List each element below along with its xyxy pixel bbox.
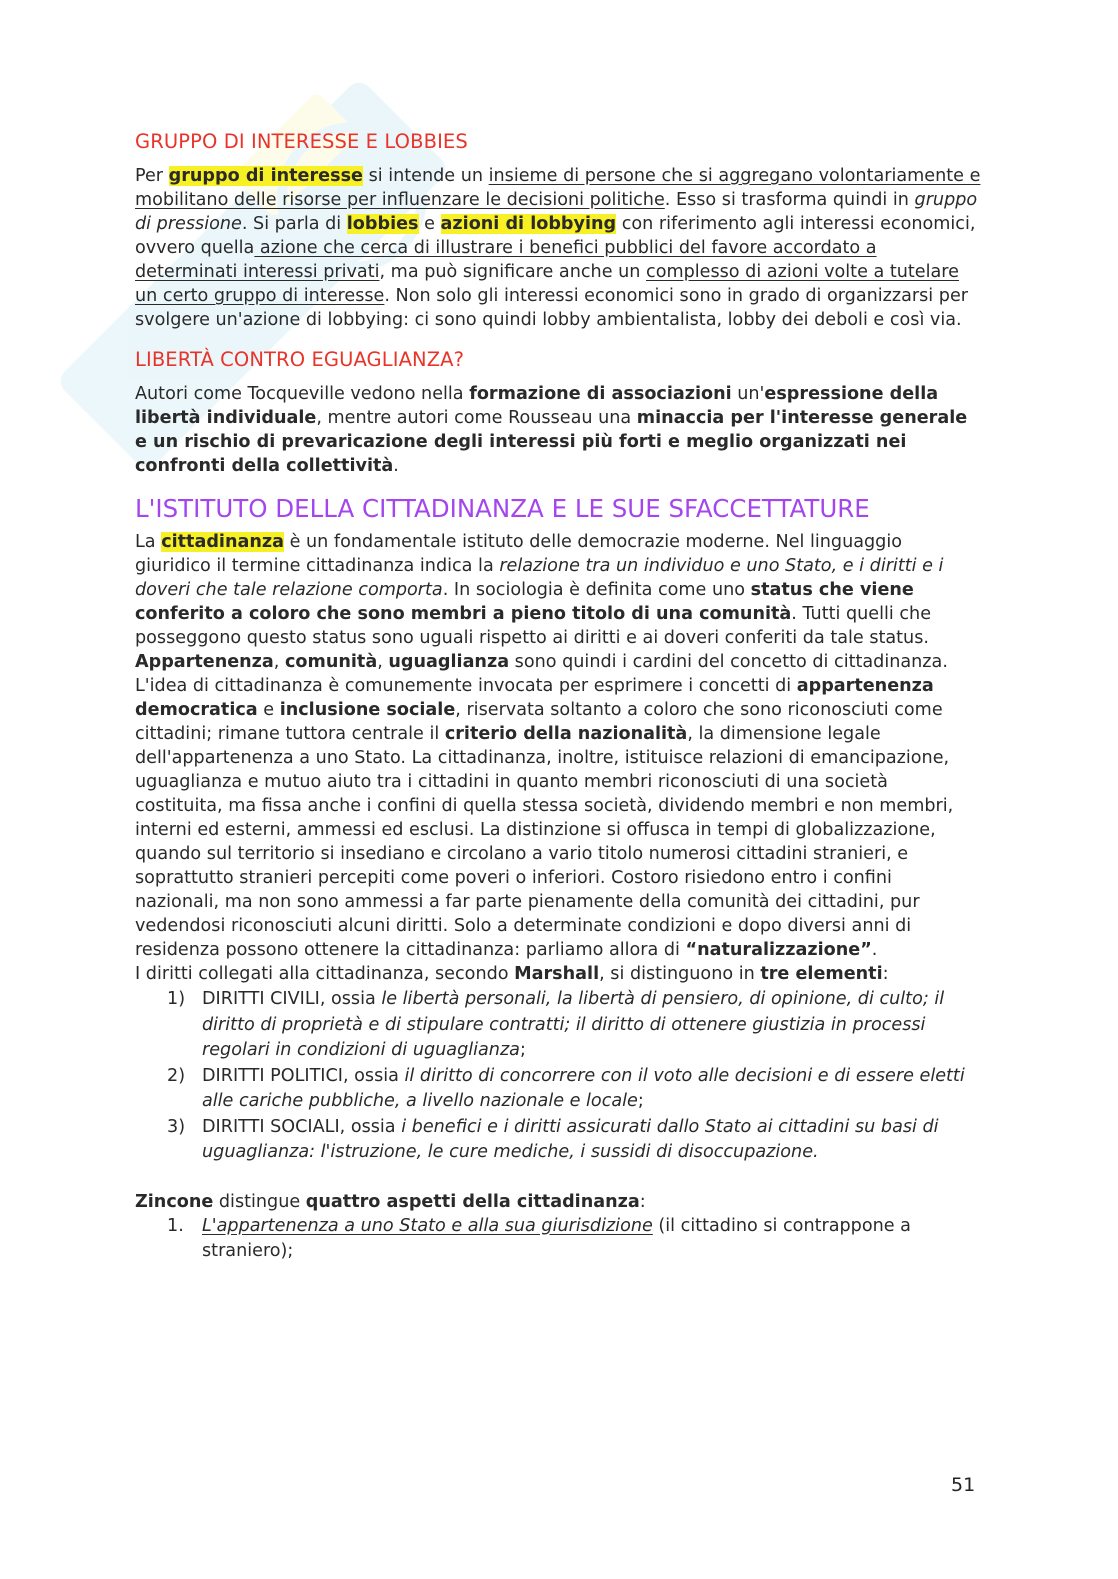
list-number: 1): [167, 989, 186, 1009]
paragraph-marshall: [135, 962, 981, 986]
list-number: 2): [167, 1065, 186, 1086]
bold-term: Zincone: [135, 1191, 214, 1212]
text: .: [871, 940, 878, 960]
paragraph-interest-groups: [135, 164, 981, 332]
text: , riservata soltanto a coloro che sono riconosciuti come cittadini; rimane tuttora centrale il: [135, 700, 943, 744]
list-item: [135, 987, 981, 1064]
text: La: [135, 532, 162, 552]
text: ;: [519, 1040, 526, 1060]
list-item: [135, 1214, 981, 1265]
list-item: [135, 1115, 981, 1166]
italic-term: relazione tra un individuo e uno Stato, e i diritti e i doveri che tale relazione comporta: [135, 556, 944, 600]
bold-term: quattro aspetti della cittadinanza: [305, 1191, 640, 1212]
paragraph-liberty: [135, 382, 981, 478]
right-description: le libertà personali, la libertà di pensiero, di opinione, di culto; il diritto di proprietà e di stipulare contratti; il diritto di ottenere giustizia in processi regolari in condizioni di uguaglianza: [202, 989, 945, 1060]
text: , ossia: [342, 1065, 405, 1086]
right-description: il diritto di concorrere con il voto alle decisioni e di essere eletti alle cariche pubbliche, a livello nazionale e locale: [202, 1065, 965, 1111]
bold-term: uguaglianza: [388, 652, 510, 672]
text: . Non solo gli interessi economici sono in grado di organizzarsi per svolgere un'azione di lobbying: ci sono quindi lobby ambientalista, lobby dei deboli e così via.: [135, 286, 969, 330]
text: . Si parla di: [241, 214, 347, 234]
text: sono quindi i cardini del concetto di cittadinanza.: [509, 652, 948, 672]
text: . Tutti quelli che posseggono questo status sono uguali rispetto ai diritti e ai doveri conferiti da tale status.: [135, 604, 932, 648]
paragraph-citizenship-definition: [135, 530, 981, 650]
text: distingue: [213, 1191, 306, 1212]
list-number: 1.: [167, 1215, 184, 1236]
bold-term: tre elementi: [760, 964, 883, 984]
right-description: i benefici e i diritti assicurati dallo Stato ai cittadini su basi di uguaglianza: l'istruzione, le cure mediche, i sussidi di disoccupazione.: [202, 1116, 939, 1162]
text: (il cittadino si contrappone a straniero);: [202, 1215, 911, 1261]
text: un': [731, 384, 765, 404]
paragraph-citizenship-idea: [135, 674, 981, 962]
bold-term: appartenenza democratica: [135, 676, 934, 720]
right-name: DIRITTI POLITICI: [202, 1065, 343, 1086]
text: e: [257, 700, 280, 720]
text: , ossia: [319, 989, 382, 1009]
page-number: 51: [951, 1474, 976, 1496]
text: :: [882, 964, 889, 984]
underlined-text: complesso di azioni volte a tutelare un certo gruppo di interesse: [135, 262, 959, 306]
highlight-term: gruppo di interesse: [168, 166, 363, 186]
section-title-interest-groups: GRUPPO DI INTERESSE E LOBBIES: [135, 130, 468, 153]
text: e: [418, 214, 441, 234]
bold-term: “naturalizzazione”: [685, 940, 872, 960]
list-number: 3): [167, 1116, 186, 1137]
text: , mentre autori come Rousseau una: [316, 408, 637, 428]
italic-term: gruppo di pressione: [135, 190, 978, 234]
bold-term: espressione della libertà individuale: [135, 384, 939, 428]
bold-term: minaccia per l'interesse generale e un rischio di prevaricazione degli interessi più forti e meglio organizzati nei confronti della collettività: [135, 408, 968, 476]
underlined-italic-text: L'appartenenza a uno Stato e alla sua giurisdizione: [202, 1215, 653, 1236]
highlight-term: cittadinanza: [161, 532, 285, 552]
section-title-citizenship: L'ISTITUTO DELLA CITTADINANZA E LE SUE SFACCETTATURE: [135, 494, 870, 523]
bold-term: Appartenenza: [135, 652, 274, 672]
text: :: [639, 1191, 646, 1212]
text: .: [393, 456, 399, 476]
text: ;: [637, 1091, 644, 1111]
bold-term: status che viene conferito a coloro che sono membri a pieno titolo di una comunità: [135, 580, 914, 624]
text: . Esso si trasforma quindi in: [664, 190, 915, 210]
paragraph-citizenship-pillars: [135, 650, 981, 674]
text: Autori come Tocqueville vedono nella: [135, 384, 470, 404]
bold-term: comunità: [284, 652, 378, 672]
text: con riferimento agli interessi economici, ovvero quella: [135, 214, 976, 258]
bold-term: Marshall: [514, 964, 600, 984]
text: I diritti collegati alla cittadinanza, secondo: [135, 964, 515, 984]
text: , ossia: [339, 1116, 402, 1137]
highlight-term: lobbies: [346, 214, 419, 234]
underlined-text: insieme di persone che si aggregano volontariamente e mobilitano delle risorse per influenzare le decisioni politiche: [135, 166, 981, 210]
highlight-term: azioni di lobbying: [440, 214, 617, 234]
text: si intende un: [362, 166, 489, 186]
text: . In sociologia è definita come uno: [442, 580, 751, 600]
text: , ma può significare anche un: [379, 262, 647, 282]
paragraph-zincone: [135, 1190, 981, 1214]
text: ,: [377, 652, 389, 672]
text: , si distinguono in: [599, 964, 761, 984]
underlined-text: azione che cerca di illustrare i benefici pubblici del favore accordato a determinati interessi privati: [135, 238, 877, 282]
bold-term: formazione di associazioni: [469, 384, 732, 404]
section-title-liberty: LIBERTÀ CONTRO EGUAGLIANZA?: [135, 348, 465, 371]
bold-term: criterio della nazionalità: [444, 724, 688, 744]
text: , la dimensione legale dell'appartenenza a uno Stato. La cittadinanza, inoltre, istituisce relazioni di emancipazione, uguaglianza e mutuo aiuto tra i cittadini in quanto membri riconosciuti di una società costituita, ma fissa anche i confini di quella stessa società, dividendo membri e non membri, interni ed esterni, ammessi ed esclusi. La distinzione si offusca in tempi di globalizzazione, quando sul territorio si insediano e circolano a vario titolo numerosi cittadini stranieri, e soprattutto stranieri percepiti come poveri o inferiori. Costoro risiedono entro i confini nazionali, ma non sono ammessi a far parte pienamente della comunità dei cittadini, pur vedendosi riconosciuti alcuni diritti. Solo a determinate condizioni e dopo diversi anni di residenza possono ottenere la cittadinanza: parliamo allora di: [135, 724, 954, 960]
bold-term: inclusione sociale: [279, 700, 456, 720]
text: L'idea di cittadinanza è comunemente invocata per esprimere i concetti di: [135, 676, 797, 696]
text: Per: [135, 166, 169, 186]
right-name: DIRITTI CIVILI: [202, 989, 320, 1009]
rights-list: [135, 987, 981, 1166]
list-item: [135, 1064, 981, 1115]
aspects-list: [135, 1214, 981, 1265]
text: è un fondamentale istituto delle democrazie moderne. Nel linguaggio giuridico il termine cittadinanza indica la: [135, 532, 902, 576]
page-content: [135, 128, 981, 1265]
right-name: DIRITTI SOCIALI: [202, 1116, 340, 1137]
text: ,: [273, 652, 285, 672]
